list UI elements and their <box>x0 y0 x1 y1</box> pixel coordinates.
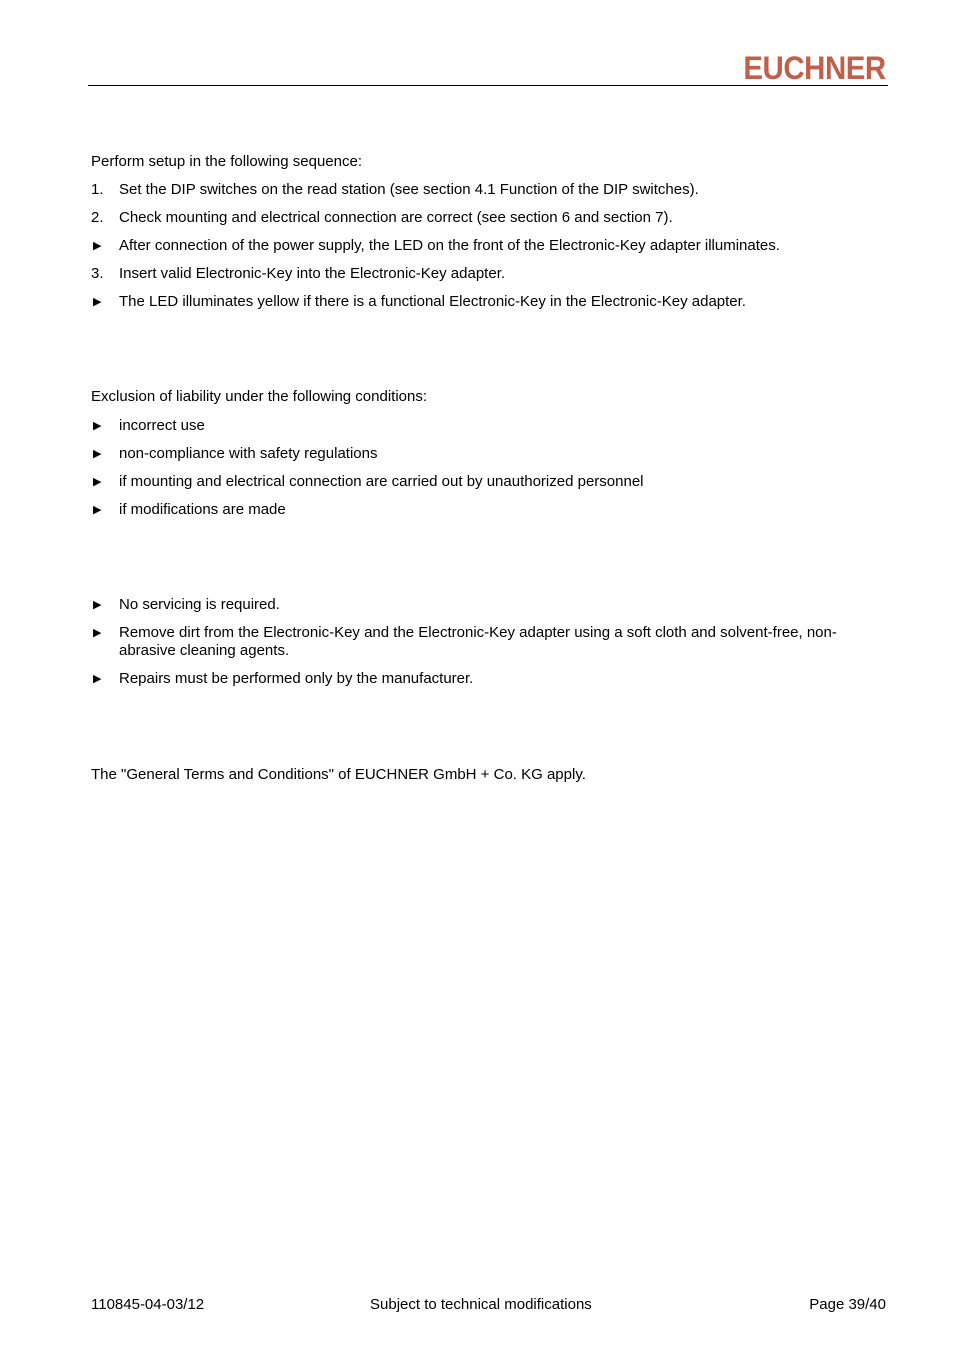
setup-step-2 <box>91 209 871 227</box>
list-item-text: non-compliance with safety regulations <box>119 445 378 462</box>
list-item-text: After connection of the power supply, the LED on the front of the Electronic-Key adapter illuminates. <box>119 237 780 254</box>
list-item-text: Insert valid Electronic-Key into the Electronic-Key adapter. <box>119 265 506 282</box>
liability-item <box>91 417 871 435</box>
list-item-text: incorrect use <box>119 417 205 434</box>
list-number: 3. <box>91 265 104 282</box>
list-item-text: Repairs must be performed only by the manufacturer. <box>119 670 474 687</box>
triangle-bullet-icon: ▶ <box>93 627 102 639</box>
liability-item <box>91 473 871 491</box>
setup-result-1 <box>91 237 871 255</box>
setup-step-3 <box>91 265 871 283</box>
service-item <box>91 596 871 614</box>
setup-step-1 <box>91 181 871 199</box>
triangle-bullet-icon: ▶ <box>93 599 102 611</box>
terms-text: The "General Terms and Conditions" of EUCHNER GmbH + Co. KG apply. <box>91 766 586 783</box>
list-number: 1. <box>91 181 104 198</box>
footer-doc-number: 110845-04-03/12 <box>91 1296 205 1313</box>
list-number: 2. <box>91 209 104 226</box>
list-item-text: The LED illuminates yellow if there is a functional Electronic-Key in the Electronic-Key adapter. <box>119 293 746 310</box>
triangle-bullet-icon: ▶ <box>93 673 102 685</box>
triangle-bullet-icon: ▶ <box>93 296 102 308</box>
triangle-bullet-icon: ▶ <box>93 240 102 252</box>
setup-result-2 <box>91 293 871 311</box>
list-item-text: Check mounting and electrical connection are correct (see section 6 and section 7). <box>119 209 673 226</box>
triangle-bullet-icon: ▶ <box>93 476 102 488</box>
list-item-text: Remove dirt from the Electronic-Key and the Electronic-Key adapter using a soft cloth and solvent-free, non-abrasive cleaning agents. <box>119 624 837 659</box>
euchner-logo: EUCHNER <box>743 50 886 86</box>
footer-notice: Subject to technical modifications <box>370 1296 592 1313</box>
triangle-bullet-icon: ▶ <box>93 504 102 516</box>
setup-intro: Perform setup in the following sequence: <box>91 153 362 170</box>
footer-page-number: Page 39/40 <box>809 1296 886 1313</box>
service-item <box>91 624 871 660</box>
list-item-text: if mounting and electrical connection are carried out by unauthorized personnel <box>119 473 644 490</box>
liability-item <box>91 501 871 519</box>
service-item <box>91 670 871 688</box>
triangle-bullet-icon: ▶ <box>93 420 102 432</box>
liability-intro: Exclusion of liability under the following conditions: <box>91 388 428 405</box>
triangle-bullet-icon: ▶ <box>93 448 102 460</box>
header-rule <box>88 85 888 86</box>
list-item-text: Set the DIP switches on the read station (see section 4.1 Function of the DIP switches). <box>119 181 699 198</box>
list-item-text: No servicing is required. <box>119 596 280 613</box>
liability-item <box>91 445 871 463</box>
list-item-text: if modifications are made <box>119 501 286 518</box>
